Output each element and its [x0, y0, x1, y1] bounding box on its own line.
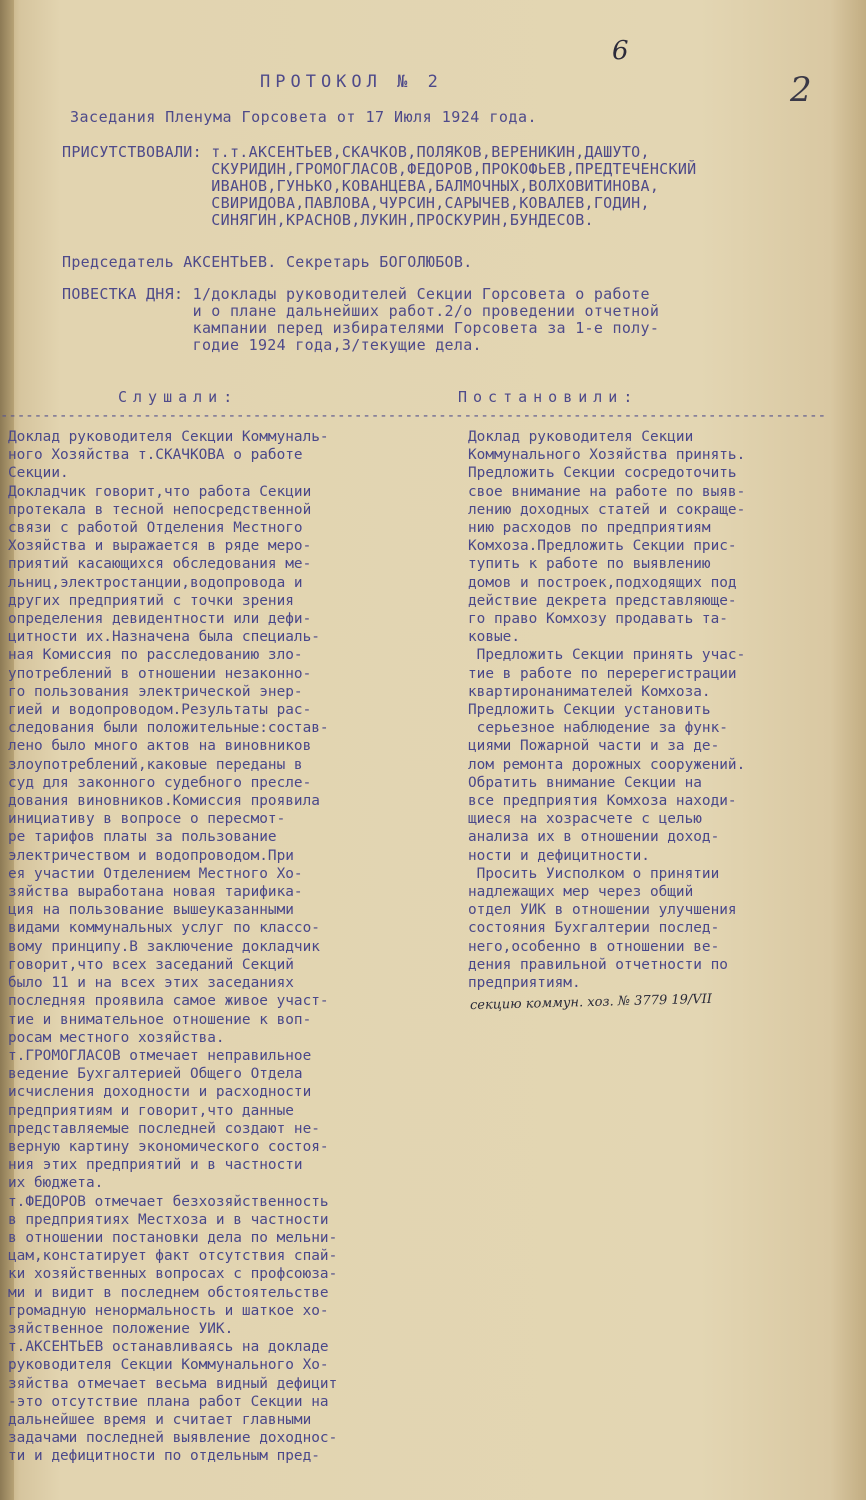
- heard-line: ки хозяйственных вопросах с профсоюза-: [8, 1266, 338, 1283]
- heard-line: росам местного хозяйства.: [8, 1029, 225, 1046]
- resolved-line: все предприятия Комхоза находи-: [468, 793, 737, 810]
- handwritten-sheet-number: 2: [790, 70, 812, 110]
- document-subtitle: Заседания Пленума Горсовета от 17 Июля 1924 года.: [70, 108, 538, 126]
- present-line: СИНЯГИН,КРАСНОВ,ЛУКИН,ПРОСКУРИН,БУНДЕСОВ.: [62, 211, 594, 229]
- heard-line: видами коммунальных услуг по классо-: [8, 920, 320, 937]
- heard-line: т.ГРОМОГЛАСОВ отмечает неправильное: [8, 1047, 312, 1064]
- agenda-line: годие 1924 года,3/текущие дела.: [62, 336, 482, 354]
- heard-line: других предприятий с точки зрения: [8, 592, 294, 609]
- agenda-line: ПОВЕСТКА ДНЯ: 1/доклады руководителей Секции Горсовета о работе: [62, 285, 650, 303]
- document-title: ПРОТОКОЛ № 2: [260, 72, 443, 92]
- resolved-line: тие в работе по перерегистрации: [468, 665, 737, 682]
- heard-line: ния этих предприятий и в частности: [8, 1157, 303, 1174]
- resolved-line: дения правильной отчетности по: [468, 956, 728, 973]
- heard-line: представляемые последней создают не-: [8, 1120, 320, 1137]
- heard-line: цитности их.Назначена была специаль-: [8, 629, 320, 646]
- heard-line: ре тарифов платы за пользование: [8, 829, 277, 846]
- resolved-line: ковые.: [468, 629, 520, 646]
- heard-column: [8, 428, 448, 1466]
- heard-line: было 11 и на всех этих заседаниях: [8, 975, 294, 992]
- heard-line: говорит,что всех заседаний Секций: [8, 956, 294, 973]
- heard-line: ного Хозяйства т.СКАЧКОВА о работе: [8, 447, 303, 464]
- resolved-line: свое внимание на работе по выяв-: [468, 483, 746, 500]
- resolved-line: анализа их в отношении доход-: [468, 829, 720, 846]
- chair-secretary-line: [62, 254, 473, 271]
- resolved-line: Просить Уисполком о принятии: [468, 865, 720, 882]
- heard-line: в предприятиях Местхоза и в частности: [8, 1211, 329, 1228]
- resolved-line: Коммунального Хозяйства принять.: [468, 447, 746, 464]
- chair-secretary-text: Председатель АКСЕНТЬЕВ. Секретарь БОГОЛЮБОВ.: [62, 253, 473, 271]
- heard-line: в отношении постановки дела по мельни-: [8, 1229, 338, 1246]
- heard-line: тие и внимательное отношение к воп-: [8, 1011, 312, 1028]
- resolved-line: ности и дефицитности.: [468, 847, 650, 864]
- handwritten-note: секцию коммун. хоз. № 3779 19/VII: [469, 991, 713, 1014]
- heard-line: дальнейшее время и считает главными: [8, 1411, 312, 1428]
- resolved-line: лению доходных статей и сокраще-: [468, 501, 746, 518]
- resolved-line: Предложить Секции установить: [468, 702, 711, 719]
- heard-line: предприятиям и говорит,что данные: [8, 1102, 294, 1119]
- heard-line: лено было много актов на виновников: [8, 738, 312, 755]
- heard-line: вому принципу.В заключение докладчик: [8, 938, 320, 955]
- resolved-line: домов и построек,подходящих под: [468, 574, 737, 591]
- heard-line: употреблений в отношении незаконно-: [8, 665, 312, 682]
- heard-line: зяйственное положение УИК.: [8, 1320, 234, 1337]
- heard-line: последняя проявила самое живое участ-: [8, 993, 329, 1010]
- present-line: ПРИСУТСТВОВАЛИ: т.т.АКСЕНТЬЕВ,СКАЧКОВ,ПОЛЯКОВ,ВЕРЕНИКИН,ДАШУТО,: [62, 143, 650, 161]
- heard-line: льниц,электростанции,водопровода и: [8, 574, 303, 591]
- heard-line: руководителя Секции Коммунального Хо-: [8, 1357, 329, 1374]
- resolved-line: отдел УИК в отношении улучшения: [468, 902, 737, 919]
- heard-line: Секции.: [8, 465, 69, 482]
- heard-line: -это отсутствие плана работ Секции на: [8, 1393, 329, 1410]
- agenda-line: кампании перед избирателями Горсовета за 1-е полу-: [62, 319, 660, 337]
- heard-line: следования были положительные:состав-: [8, 720, 329, 737]
- heard-line: дования виновников.Комиссия проявила: [8, 793, 320, 810]
- resolved-line: Предложить Секции сосредоточить: [468, 465, 737, 482]
- heard-line: задачами последней выявление доходнос-: [8, 1430, 338, 1447]
- heard-line: приятий касающихся обследования ме-: [8, 556, 312, 573]
- resolved-line: тупить к работе по выявлению: [468, 556, 711, 573]
- resolved-line: него,особенно в отношении ве-: [468, 938, 720, 955]
- resolved-heading: Постановили:: [458, 388, 639, 406]
- resolved-line: щиеся на хозрасчете с целью: [468, 811, 702, 828]
- heard-line: ция на пользование вышеуказанными: [8, 902, 294, 919]
- heard-line: зяйства выработана новая тарифика-: [8, 884, 303, 901]
- present-line: СКУРИДИН,ГРОМОГЛАСОВ,ФЕДОРОВ,ПРОКОФЬЕВ,ПРЕДТЕЧЕНСКИЙ: [62, 160, 697, 178]
- resolved-column: [468, 428, 848, 992]
- heard-line: протекала в тесной непосредственной: [8, 501, 312, 518]
- resolved-line: действие декрета представляюще-: [468, 592, 737, 609]
- separator-line: --------------------------------------------------------------------------------------------------: [0, 408, 827, 424]
- heard-line: злоупотреблений,каковые переданы в: [8, 756, 303, 773]
- agenda-line: и о плане дальнейших работ.2/о проведении отчетной: [62, 302, 660, 320]
- heard-line: т.АКСЕНТЬЕВ останавливаясь на докладе: [8, 1339, 329, 1356]
- heard-line: связи с работой Отделения Местного: [8, 520, 303, 537]
- present-list: [62, 144, 697, 229]
- heard-line: цам,констатирует факт отсутствия спай-: [8, 1248, 338, 1265]
- heard-heading: Слушали:: [118, 388, 239, 406]
- heard-line: Докладчик говорит,что работа Секции: [8, 483, 312, 500]
- present-line: ИВАНОВ,ГУНЬКО,КОВАНЦЕВА,БАЛМОЧНЫХ,ВОЛХОВИТИНОВА,: [62, 177, 660, 195]
- resolved-line: квартиронанимателей Комхоза.: [468, 683, 711, 700]
- heard-line: суд для законного судебного пресле-: [8, 774, 312, 791]
- heard-line: их бюджета.: [8, 1175, 104, 1192]
- heard-line: зяйства отмечает весьма видный дефицит: [8, 1375, 338, 1392]
- heard-line: ти и дефицитности по отдельным пред-: [8, 1448, 320, 1465]
- heard-line: громадную ненормальность и шаткое хо-: [8, 1302, 329, 1319]
- resolved-line: надлежащих мер через общий: [468, 884, 694, 901]
- handwritten-page-number: 6: [612, 36, 629, 66]
- resolved-line: лом ремонта дорожных сооружений.: [468, 756, 746, 773]
- resolved-line: предприятиям.: [468, 975, 581, 992]
- heard-line: исчисления доходности и расходности: [8, 1084, 312, 1101]
- heard-line: ея участии Отделением Местного Хо-: [8, 865, 303, 882]
- heard-line: определения девидентности или дефи-: [8, 611, 312, 628]
- agenda: [62, 286, 659, 354]
- heard-line: Доклад руководителя Секции Коммуналь-: [8, 429, 329, 445]
- heard-line: ми и видит в последнем обстоятельстве: [8, 1284, 329, 1301]
- present-line: СВИРИДОВА,ПАВЛОВА,ЧУРСИН,САРЫЧЕВ,КОВАЛЕВ,ГОДИН,: [62, 194, 650, 212]
- resolved-line: Доклад руководителя Секции: [468, 429, 694, 445]
- heard-line: ная Комиссия по расследованию зло-: [8, 647, 303, 664]
- heard-line: инициативу в вопросе о пересмот-: [8, 811, 286, 828]
- heard-line: ведение Бухгалтерией Общего Отдела: [8, 1066, 303, 1083]
- heard-line: го пользования электрической энер-: [8, 683, 303, 700]
- resolved-line: Предложить Секции принять учас-: [468, 647, 746, 664]
- resolved-line: Обратить внимание Секции на: [468, 774, 702, 791]
- heard-line: Хозяйства и выражается в ряде меро-: [8, 538, 312, 555]
- resolved-line: состояния Бухгалтерии послед-: [468, 920, 720, 937]
- resolved-line: серьезное наблюдение за функ-: [468, 720, 728, 737]
- heard-line: т.ФЕДОРОВ отмечает безхозяйственность: [8, 1193, 329, 1210]
- heard-line: верную картину экономического состоя-: [8, 1138, 329, 1155]
- heard-line: гией и водопроводом.Результаты рас-: [8, 702, 312, 719]
- heard-line: электричеством и водопроводом.При: [8, 847, 294, 864]
- resolved-line: циями Пожарной части и за де-: [468, 738, 720, 755]
- resolved-line: нию расходов по предприятиям: [468, 520, 711, 537]
- resolved-line: Комхоза.Предложить Секции прис-: [468, 538, 737, 555]
- resolved-line: го право Комхозу продавать та-: [468, 611, 728, 628]
